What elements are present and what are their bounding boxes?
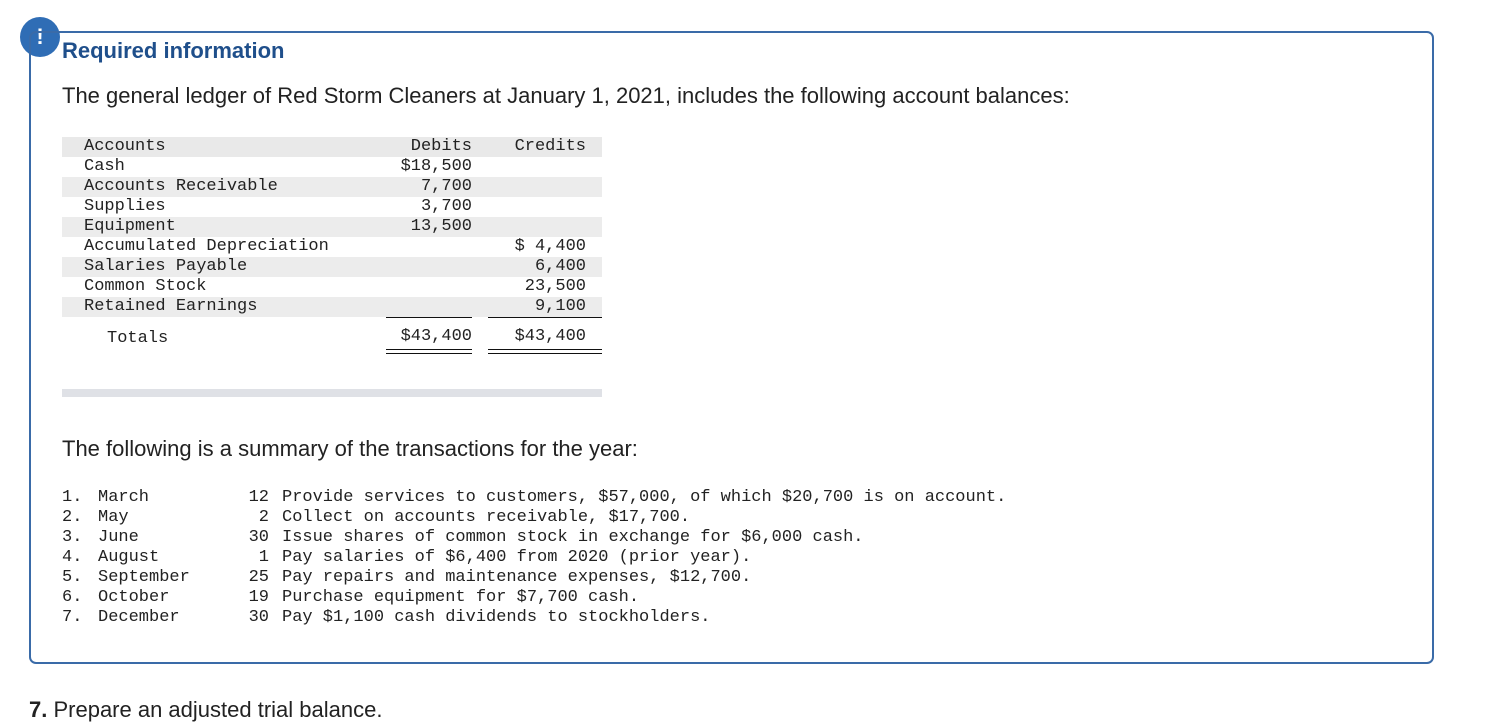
transaction-month: August bbox=[98, 548, 160, 567]
ledger-account-cell: Accounts Receivable bbox=[84, 177, 278, 196]
transaction-day: 30 bbox=[248, 528, 269, 547]
ledger-row bbox=[62, 197, 602, 217]
ledger-account-cell: Common Stock bbox=[84, 277, 207, 296]
transaction-month: October bbox=[98, 588, 170, 607]
transaction-month: March bbox=[98, 488, 150, 507]
transaction-description: Collect on accounts receivable, $17,700. bbox=[282, 508, 691, 527]
transactions-intro-text: The following is a summary of the transactions for the year: bbox=[62, 436, 638, 461]
ledger-row bbox=[62, 157, 602, 177]
transaction-day: 2 bbox=[258, 508, 269, 527]
debits-total-rule bbox=[386, 317, 472, 318]
ledger-totals-row bbox=[62, 317, 602, 359]
transaction-day: 12 bbox=[248, 488, 269, 507]
transaction-day: 1 bbox=[258, 548, 269, 567]
ledger-header-row bbox=[62, 137, 602, 157]
ledger-row bbox=[62, 297, 602, 317]
question-prompt bbox=[29, 697, 382, 723]
ledger-intro-text: The general ledger of Red Storm Cleaners at January 1, 2021, includes the following account balances: bbox=[62, 83, 1070, 108]
transaction-number: 2. bbox=[62, 508, 83, 527]
transaction-number: 5. bbox=[62, 568, 83, 587]
transaction-item bbox=[62, 548, 1122, 568]
transaction-number: 7. bbox=[62, 608, 83, 627]
required-information-heading: Required information bbox=[62, 38, 285, 63]
ledger-credit-cell: 9,100 bbox=[534, 297, 586, 316]
transaction-day: 30 bbox=[248, 608, 269, 627]
transaction-description: Provide services to customers, $57,000, of which $20,700 is on account. bbox=[282, 488, 1007, 507]
transaction-number: 4. bbox=[62, 548, 83, 567]
ledger-account-cell: Accumulated Depreciation bbox=[84, 237, 329, 256]
transaction-description: Issue shares of common stock in exchange for $6,000 cash. bbox=[282, 528, 864, 547]
ledger-account-cell: Supplies bbox=[84, 197, 166, 216]
ledger-debit-cell: $18,500 bbox=[400, 157, 472, 176]
transaction-month: May bbox=[98, 508, 129, 527]
ledger-row bbox=[62, 177, 602, 197]
ledger-account-cell: Salaries Payable bbox=[84, 257, 248, 276]
transaction-month: December bbox=[98, 608, 180, 627]
transaction-description: Pay salaries of $6,400 from 2020 (prior year). bbox=[282, 548, 752, 567]
ledger-debit-cell: 3,700 bbox=[420, 197, 472, 216]
transaction-day: 19 bbox=[248, 588, 269, 607]
ledger-table bbox=[62, 137, 602, 359]
ledger-account-cell: Cash bbox=[84, 157, 125, 176]
debits-total: $43,400 bbox=[400, 327, 472, 346]
ledger-row bbox=[62, 217, 602, 237]
transaction-item bbox=[62, 488, 1122, 508]
ledger-debit-cell: 13,500 bbox=[410, 217, 472, 236]
totals-label: Totals bbox=[107, 329, 169, 348]
ledger-credit-cell: 6,400 bbox=[534, 257, 586, 276]
ledger-credit-cell: $ 4,400 bbox=[514, 237, 586, 256]
transaction-number: 3. bbox=[62, 528, 83, 547]
transaction-item bbox=[62, 588, 1122, 608]
transaction-item bbox=[62, 528, 1122, 548]
debits-column-header: Debits bbox=[410, 137, 472, 156]
transaction-item bbox=[62, 608, 1122, 628]
transaction-month: September bbox=[98, 568, 190, 587]
question-text: Prepare an adjusted trial balance. bbox=[47, 697, 383, 722]
credits-total: $43,400 bbox=[514, 327, 586, 346]
ledger-account-cell: Equipment bbox=[84, 217, 176, 236]
ledger-row bbox=[62, 237, 602, 257]
transaction-description: Pay repairs and maintenance expenses, $12,700. bbox=[282, 568, 752, 587]
transactions-list bbox=[62, 488, 1122, 628]
transaction-month: June bbox=[98, 528, 139, 547]
ledger-account-cell: Retained Earnings bbox=[84, 297, 258, 316]
transaction-day: 25 bbox=[248, 568, 269, 587]
question-number: 7. bbox=[29, 697, 48, 722]
ledger-debit-cell: 7,700 bbox=[420, 177, 472, 196]
transaction-number: 1. bbox=[62, 488, 83, 507]
alert-icon: ! bbox=[20, 17, 60, 57]
accounts-column-header: Accounts bbox=[84, 137, 166, 156]
ledger-row bbox=[62, 277, 602, 297]
transaction-description: Purchase equipment for $7,700 cash. bbox=[282, 588, 640, 607]
ledger-bottom-bar bbox=[62, 389, 602, 397]
credits-column-header: Credits bbox=[514, 137, 586, 156]
transaction-number: 6. bbox=[62, 588, 83, 607]
transaction-item bbox=[62, 508, 1122, 528]
transaction-item bbox=[62, 568, 1122, 588]
transaction-description: Pay $1,100 cash dividends to stockholders. bbox=[282, 608, 711, 627]
ledger-credit-cell: 23,500 bbox=[524, 277, 586, 296]
debits-total-double-rule bbox=[386, 349, 472, 354]
credits-total-double-rule bbox=[488, 349, 602, 354]
ledger-row bbox=[62, 257, 602, 277]
credits-total-rule bbox=[488, 317, 602, 318]
